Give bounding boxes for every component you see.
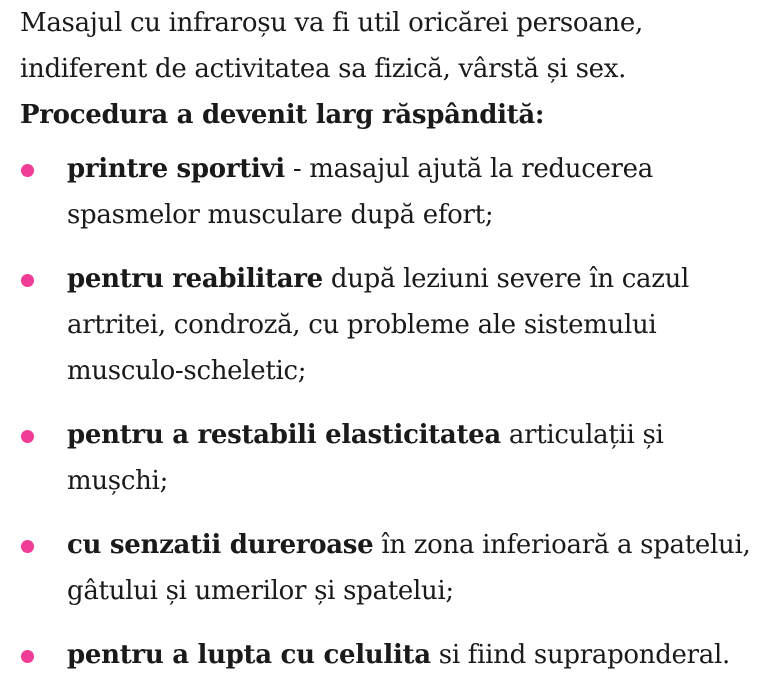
bullet-icon bbox=[21, 650, 34, 663]
list-item bbox=[20, 632, 770, 678]
bullet-icon bbox=[21, 430, 34, 443]
list-heading: Procedura a devenit larg răspândită: bbox=[20, 100, 545, 130]
item-text: - masajul ajută la reducerea spasmelor musculare după efort; bbox=[67, 154, 653, 230]
item-text: si fiind supraponderal. bbox=[430, 640, 730, 670]
list-item bbox=[20, 146, 770, 238]
item-text: în zona inferioară a spatelui, gâtului și umerilor și spatelui; bbox=[67, 530, 751, 606]
item-text: după leziuni severe în cazul artritei, condroză, cu probleme ale sistemului musculo-scheletic; bbox=[67, 264, 690, 386]
list-item bbox=[20, 256, 770, 394]
item-bold: pentru a lupta cu celulita bbox=[67, 640, 431, 670]
item-bold: cu senzatii dureroase bbox=[67, 530, 374, 560]
item-text: articulații și mușchi; bbox=[67, 420, 664, 496]
intro-paragraph: Masajul cu infraroșu va fi util oricărei persoane, indiferent de activitatea sa fizică, vârstă și sex. bbox=[20, 8, 643, 84]
list-item bbox=[20, 522, 770, 614]
list-item bbox=[20, 412, 770, 504]
article-content bbox=[20, 0, 770, 696]
benefits-list bbox=[20, 146, 770, 678]
bullet-icon bbox=[21, 540, 34, 553]
item-bold: printre sportivi bbox=[67, 154, 285, 184]
bullet-icon bbox=[21, 164, 34, 177]
bullet-icon bbox=[21, 274, 34, 287]
item-bold: pentru reabilitare bbox=[67, 264, 323, 294]
item-bold: pentru a restabili elasticitatea bbox=[67, 420, 501, 450]
